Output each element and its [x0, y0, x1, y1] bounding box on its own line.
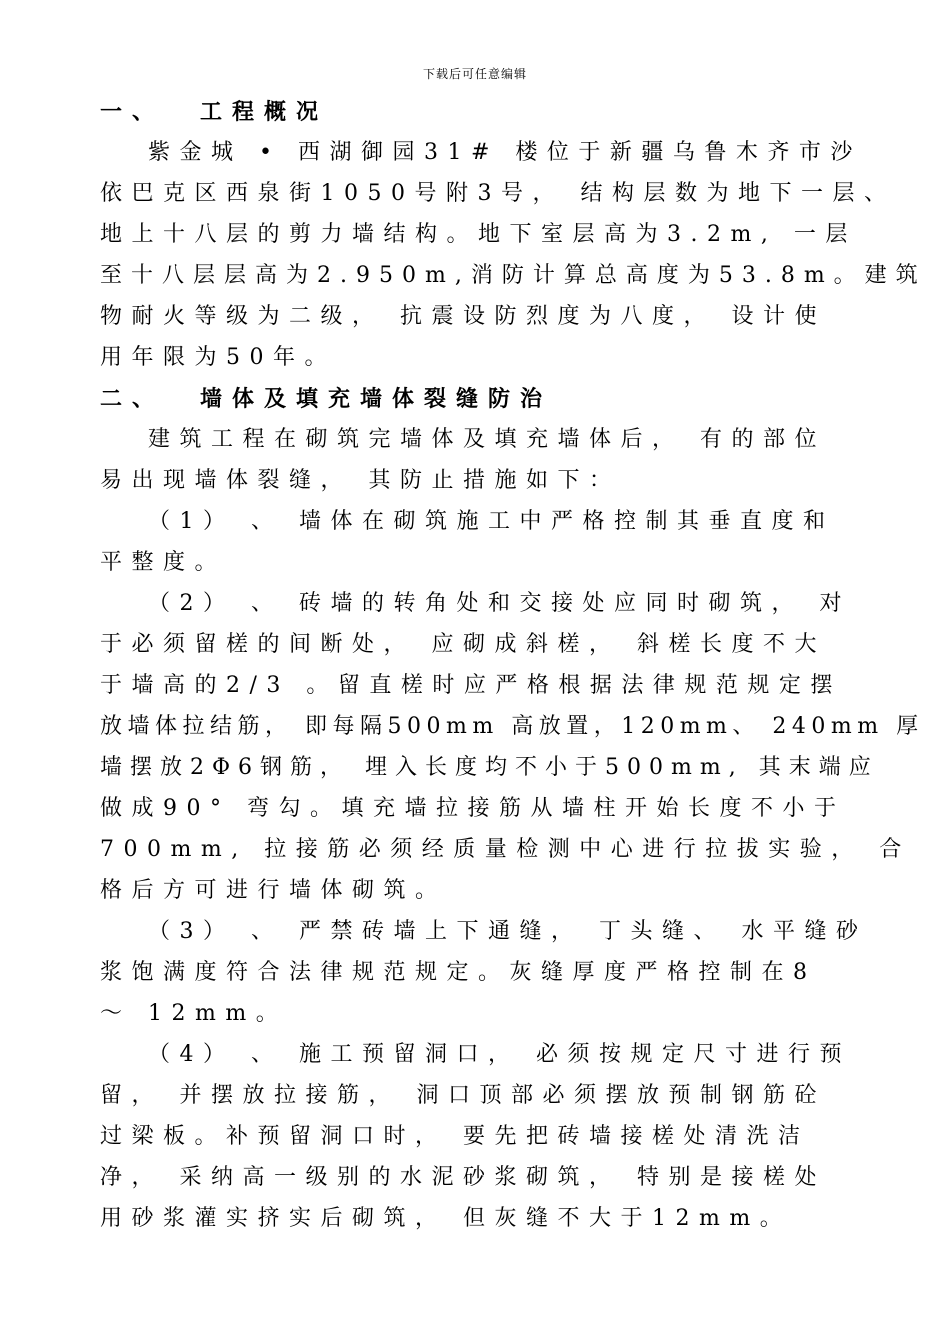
text-line: （3） 、 严禁砖墙上下通缝， 丁头缝、 水平缝砂	[148, 919, 868, 944]
text-line: 留， 并摆放拉接筋， 洞口顶部必须摆放预制钢筋砼	[100, 1083, 826, 1108]
text-line: 墙摆放2Φ6钢筋， 埋入长度均不小于500mm, 其末端应	[100, 755, 879, 780]
section-heading-1	[100, 97, 328, 127]
text-line: 做成90° 弯勾。填充墙拉接筋从墙柱开始长度不小于	[100, 796, 846, 821]
text-line: 用砂浆灌实挤实后砌筑， 但灰缝不大于12mm。	[100, 1206, 792, 1231]
text-line: 净， 采纳高一级别的水泥砂浆砌筑， 特别是接槎处	[100, 1165, 826, 1190]
section-number: 一、	[100, 99, 165, 125]
text-line: 紫金城 • 西湖御园31# 楼位于新疆乌鲁木齐市沙	[148, 140, 862, 165]
text-line: 700mm, 拉接筋必须经质量检测中心进行拉拔实验， 合	[100, 837, 911, 862]
text-line: 至十八层层高为2.950m,消防计算总高度为53.8m。建筑	[100, 263, 927, 288]
text-line: 依巴克区西泉街1050号附3号， 结构层数为地下一层、	[100, 181, 896, 206]
text-line: 建筑工程在砌筑完墙体及填充墙体后， 有的部位	[148, 427, 826, 452]
section-title: 工程概况	[200, 99, 329, 125]
text-line: 放墙体拉结筋， 即每隔500mm 高放置，120mm、 240mm 厚	[100, 714, 924, 739]
text-line: （1） 、 墙体在砌筑施工中严格控制其垂直度和	[148, 509, 835, 534]
text-line: （4） 、 施工预留洞口， 必须按规定尺寸进行预	[148, 1042, 851, 1067]
text-line: 平整度。	[100, 550, 227, 575]
text-line: 地上十八层的剪力墙结构。地下室层高为3.2m, 一层	[100, 222, 857, 247]
section-heading-2	[100, 384, 552, 414]
text-line: 格后方可进行墙体砌筑。	[100, 878, 447, 903]
text-line: 易出现墙体裂缝， 其防止措施如下：	[100, 468, 621, 493]
text-line: 于必须留槎的间断处， 应砌成斜槎， 斜槎长度不大	[100, 632, 826, 657]
section-title: 墙体及填充墙体裂缝防治	[200, 386, 553, 412]
text-line: 浆饱满度符合法律规范规定。灰缝厚度严格控制在8	[100, 960, 817, 985]
page-header: 下载后可任意编辑	[422, 67, 527, 81]
text-line: （2） 、 砖墙的转角处和交接处应同时砌筑， 对	[148, 591, 851, 616]
text-line: 过梁板。补预留洞口时， 要先把砖墙接槎处清洗洁	[100, 1124, 810, 1149]
text-line: ～ 12mm。	[100, 1001, 288, 1026]
text-line: 物耐火等级为二级， 抗震设防烈度为八度， 设计使	[100, 304, 826, 329]
text-line: 用年限为50年。	[100, 345, 336, 370]
section-number: 二、	[100, 386, 165, 412]
text-line: 于墙高的2/3 。留直槎时应严格根据法律规范规定摆	[100, 673, 842, 698]
